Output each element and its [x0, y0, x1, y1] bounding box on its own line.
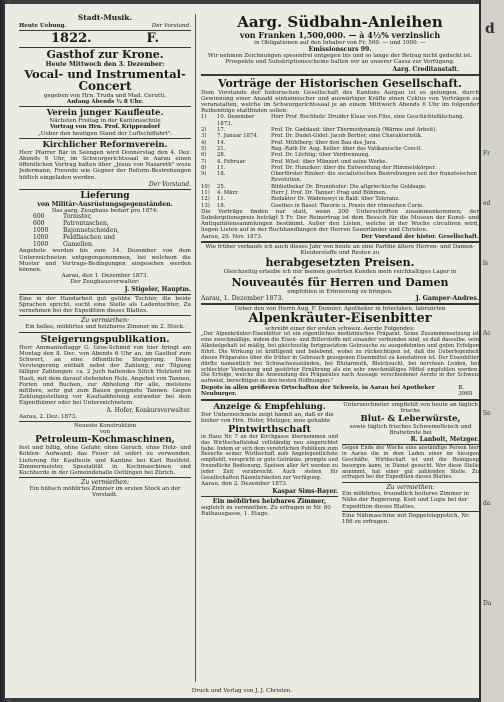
- anzeige-place: Aarau, den 2. Dezember 1873.: [201, 481, 288, 488]
- row-text: Prof. Dr. Lüchtig: über Verdrennung.: [271, 152, 370, 159]
- lieferung-intro: Das aarg. Zeughaus bedarf pro 1874:: [51, 207, 159, 214]
- lieferung-title: Lieferung: [80, 190, 130, 201]
- wurst-naehmaschine: Eine Nähmaschine mit Doppelsteppstich, Nr. 186 zu erfragen.: [342, 512, 470, 526]
- row-date: 4. Februar: [217, 158, 246, 165]
- anzeige-block: [201, 402, 338, 526]
- gamper-intro: Wie früher verkaufe ich auch dieses Jahr von heute an eine Parthie ältere Herren- und Damen-Kleiderstoffe und Resten zu: [205, 243, 475, 257]
- stadtmusik-title: Stadt-Musik.: [77, 14, 133, 22]
- row-num: 9): [201, 171, 207, 178]
- anleihen-emission: Emissionscurs 99.: [308, 46, 372, 54]
- wurst-intro: Unterzeichneter empfiehlt von heute an täglich frische: [343, 401, 478, 414]
- row-text: Prof. Wüst: über Mänzert und seine Werke.: [271, 158, 388, 165]
- row-date: 14.: [217, 139, 226, 146]
- alpen-intro: Ueber den von Herrn Aug. F. Dennler, Apotheker in Interlaken, fabrizirten: [234, 305, 446, 312]
- row-date: 21.: [217, 145, 226, 152]
- vortraege-place: Aarau, 29. Nov. 1873.: [201, 233, 263, 240]
- row-text: Prof. Dr. Hunziker: über die Entwerdung der Himmelskörper.: [271, 164, 436, 171]
- gamper-footer: [201, 295, 479, 302]
- krone-big1: Vocal- und Instrumental-: [24, 66, 186, 81]
- wurst-title: Blut- & Leberwürste,: [360, 414, 461, 425]
- row-num: 3): [201, 133, 207, 140]
- krone-line1: Heute Mittwoch den 3. Dezember:: [45, 60, 165, 68]
- krone-title: Gasthof zur Krone.: [46, 47, 164, 61]
- adjacent-letter: da: [483, 500, 491, 507]
- petroleum-head: Neueste Konstruktion: [73, 422, 137, 429]
- alpen-footer: [201, 385, 479, 397]
- anzeige-body2: in Haus Nr. 7 an der Kirchgasse übernommen und das Wirthschaftslokal vollständig neu eingerichtet habe. Indem er sich dem verehrlichen Publikum zum Besuche seiner Wirthschaft aufs Angelegentlichste empfiehlt, verspricht er gute Getränke, prompte und freundliche Bedienung. Speisen aller Art werden zu jeder Zeit verabreicht. Auch stehen für Gesellschaften Räumlichkeiten zur Verfügung.: [201, 434, 338, 481]
- anleihen-body: Wir nehmen Zeichnungen spesenfrei entgegen bis und so lange der Betrag nicht gedeckt ist. Prospekte und Subskriptionsscheine halten wir an unserer Cassa zur Verfügung.: [207, 53, 473, 66]
- vermiethen1-title: Zu vermiethen:: [80, 317, 130, 325]
- row-text: Reg.-Rath Dr. Aug. Keller: über das Vatikanische Concil.: [271, 145, 423, 152]
- anzeige-title2: Pintwirthschaft: [228, 424, 311, 436]
- adjacent-letter: d: [485, 21, 495, 37]
- anleihen-line: von Franken 1,500,000. — à 4½% verzinslich: [239, 30, 441, 40]
- vortraege-row: [201, 114, 479, 127]
- item-name: Bajonnetscheiden,: [63, 226, 120, 234]
- row-num: 2): [201, 127, 207, 134]
- petroleum-title: Petroleum-Kochmaschinen,: [35, 435, 175, 446]
- row-text: Redaktor Dr. Wädenswyl in Bald: über Toleranz.: [271, 196, 400, 203]
- item-qty: 1000: [33, 240, 49, 248]
- row-date: 7. Januar 1874.: [217, 133, 259, 140]
- row-date: 18.: [217, 202, 226, 209]
- ladentochter-body: Eine in der Handarbeit gut geübte Tochter, die beide Sprachen spricht, sucht eine Stelle als Ladentochter. Zu vernehmen bei der Expedition dieses Blattes.: [19, 295, 191, 315]
- wurst-block: [342, 402, 479, 526]
- petroleum-sub: von: [99, 428, 111, 435]
- gamper-big: herabgesetzten Preisen.: [265, 256, 415, 270]
- row-num: 12): [201, 196, 210, 203]
- anzeige-body: Der Unterzeichnete zeigt hiemit an, daß er die bisher von Hrn. Hofer, Metzger, inne gehabte: [201, 411, 334, 424]
- adjacent-page-edge: [479, 0, 504, 702]
- row-text: Prof. Dr. Dudet-Gidel: Jacob Bertier, eine Charakteristik.: [271, 133, 423, 140]
- row-num: 5): [201, 145, 207, 152]
- adjacent-letter: Da: [483, 600, 492, 607]
- lieferung-place: Aarau, den 1. Dezember 1873.: [61, 273, 149, 280]
- kaufleute-line3: „Ueber den heutigen Stand der Luftschiffahrt".: [37, 130, 173, 137]
- item-qty: 1000: [33, 233, 49, 241]
- row-date: 17.: [217, 127, 226, 134]
- alpen-code: B. 3965: [458, 385, 473, 398]
- gamper-sign: J. Gamper-Andres.: [415, 294, 479, 302]
- lieferung-items: [19, 214, 191, 249]
- kaufleute-line2: Vortrag von Hrn. Prof. Krippendorf: [49, 124, 161, 131]
- alpen-body: „Der Alpenkräuter-Eisenbitter ist ein eigentliches medizinisches Präparat. Seine Zusammensetzung ist eine zweckmäßige, indem die Eisen- und Bitterstoffe mit einander verbunden sind, so daß dasselbe, sein Alkoholgehalt ist mäßig, bei gleichzeitig fortgesetztem Gebrauche zu ausgedehnten und guten Erfolgen führt. Die Wirkung ist kräftigend und belebend, wobei zu rücksichtigen ist, daß die Ueberlegenheit dieses Präparates über die früher in Gebrauch gezogenen Eisenmittel zu konstatiren ist. Der Eisenbitter dürfte namentlich bei Schwachezuständen, bei Blutarmuth, Bleichsucht, bei nervösen Leiden, bei schlechter Verdauung und gestörter Ernährung als ein sehr zweckmäßiges Mittel empfohlen werden. Die Erfolge, welche die Anwendung des Präparates nach Aussage verschiedener Aerzte in der Schweiz aufweist, berechtigen zu den besten Hoffnungen.": [201, 331, 479, 385]
- reformverein-sign: Der Vorstand.: [148, 180, 191, 188]
- vortraege-table: [201, 114, 479, 208]
- printer-footer: Druck und Verlag von J. J. Christen.: [191, 688, 293, 694]
- petroleum-fold-title: Zu vermiethen:: [80, 479, 130, 487]
- lieferung-body: Angebote werden bis zum 14. Dezember von dem Unterzeichneten entgegengenommen, bei welchem die Muster und Vertrags-Bedingungen eingesehen werden können.: [19, 248, 191, 274]
- item-name: Feldflaschen und: [63, 233, 115, 241]
- anleihen-title: Aarg. Südbahn-Anleihen: [237, 14, 443, 31]
- vermiethen1-body: Ein helles, möblirtes und heizbares Zimmer im 2. Stock.: [25, 324, 185, 331]
- petroleum-fold-body: Ein hübsch möblirtes Zimmer im ersten Stock an der Vorstadt.: [29, 486, 181, 499]
- row-date: 18.: [217, 171, 226, 178]
- steigerung-body: Herr Ammannsflaggr G. Gros-Schmid von hier bringt am Montag den 8. Dec. von Abends 6 Uhr an, im Gasthof zum Schwert, an eine öffentliche Steigerung. Diese Versteigerung enthält nebst der Zahlung, zur Tilgung fälliger Zahlungen: ca. 2 Juch haltendes Stück Holzland im Hasli, mit dem darauf stehenden Holz. Angebot von Tannen, Forlen und Buchen, zur Abholung für alle, meistens mittlere, sehr gut zum Bauen geeignete Tannen. Gegen Zahlungsstellung vor Kaufsabholung entweder bei dem Eigenthümer oder bei Unterzeichnetem.: [19, 344, 191, 407]
- adjacent-letter: ed: [483, 200, 491, 207]
- newspaper-page: [5, 4, 479, 698]
- gamper-place: Aarau, 1. Dezember 1873.: [201, 294, 284, 302]
- row-text: Goethes in Basel: Theorie u. Praxis der römischen Curie.: [271, 202, 424, 209]
- row-num: 1): [201, 114, 207, 121]
- row-text: Prof. Dr. Gaddaud: über Thermodynamik (Wärme und Arbeit).: [271, 127, 438, 134]
- item-qty: 600: [33, 219, 45, 227]
- row-text: Herr J. Prof. Dr. Tanner: Prag und Böhmen.: [271, 189, 387, 196]
- row-num: 8): [201, 164, 207, 171]
- wurst-vm-title: Zu vermiethen:: [386, 484, 435, 492]
- reformverein-title: Kirchlicher Reformverein.: [42, 139, 168, 150]
- anleihen-sub: in Obligationen auf den Inhaber von Fr. 500. — und 1000. —: [254, 40, 426, 46]
- wurst-sub: sowie täglich frisches Schweinefleisch und Bratwürste bei: [349, 424, 472, 437]
- lieferung-office: Der Zeughausverwalter:: [70, 279, 140, 286]
- item-qty: 600: [33, 212, 45, 220]
- anzeige-vm-body: sogleich zu vermiethen. Zu erfragen in Nr. 80 Rathausgasse, 1. Etage.: [201, 504, 331, 517]
- row-num: 10): [201, 183, 210, 190]
- row-num: 11): [201, 189, 210, 196]
- gamper-nouveautes: Nouveautés für Herren und Damen: [231, 275, 449, 289]
- wurst-vm-body: Ein möblirtes, freundlich heiteres Zimmer in Nähe der Regierung. Kost und Logis bei der Expedition dieses Blattes.: [342, 491, 470, 510]
- bottom-ads: [201, 402, 479, 526]
- adjacent-letter: Fr: [483, 150, 491, 157]
- alpen-sub: schreibt einer der ersten schweiz. Aerzte Folgendes:: [265, 325, 415, 332]
- lieferung-sign: J. Stigeler, Hauptm.: [124, 285, 191, 293]
- wurst-sign: R. Lanbolt, Metzger.: [410, 436, 479, 444]
- krone-line2: gegeben von Hrn. Truda und Mad. Cerutti.: [43, 92, 167, 99]
- row-date: 11.: [217, 164, 226, 171]
- row-text: Herr Prof. Rochholz: Druider Klaus von Flüe, eine Geschichtsfälschung.: [271, 114, 465, 121]
- vortraege-row: [201, 203, 479, 209]
- anzeige-title: Anzeige & Empfehlung.: [213, 401, 326, 412]
- stadtmusik-subline: [19, 23, 191, 29]
- gamper-mid: Gleichzeitig erlaube ich mir meinen geehrten Kunden mein reichhaltiges Lager in: [223, 269, 457, 276]
- petroleum-body: fest und billig, ohne Gefahr, ohne Geruch, ohne Holz- und Kohlen- Aufwand; das Feuer ist sofort zu verwenden. Lieferung für Kaufleute und Kantine bei Karl Rostfeld, Zimmermeister, Spezialität in Kochmaschinen und Kochherde in der Gemeindehalle Oettingen bei Zürich.: [19, 445, 191, 476]
- steigerung-place: Aarau, 2. Dez. 1873.: [19, 413, 77, 420]
- column-divider: [195, 14, 196, 682]
- vortraege-row: [201, 171, 479, 184]
- kaufleute-line1: Nächsten Freitag in der Kantonsschule: [49, 118, 161, 125]
- row-date: 11.: [217, 196, 226, 203]
- row-num: 13): [201, 202, 210, 209]
- right-column: [201, 14, 479, 694]
- row-num: 6): [201, 152, 207, 159]
- item-qty: 1000: [33, 226, 49, 234]
- vortraege-footer: [201, 234, 479, 240]
- anleihen-sign: Aarg. Creditanstalt.: [392, 65, 459, 73]
- row-date: 28.: [217, 152, 226, 159]
- row-text: Bibliothekar Dr. Brunnhofer: Die altgriechische Goldsage.: [271, 183, 427, 190]
- date-year: 1822.: [51, 30, 92, 46]
- reformverein-body: Herr Pfarrer Bär in Seengen wird Donnerstag den 4. Dez. Abends 6 Uhr, im Schwurgerichtssaal in Aarau einen öffentlichen Vortrag halten über „Jesus von Nazareth" wozu Jedermann, Freunde wie Gegner der Reform-Bestrebungen höflich eingeladen werden.: [19, 149, 191, 181]
- wurst-body: Gegen Ende der Woche eine anständige Person hier in Aarau die in dem Laden einer im hiesigen Geschäfte, Wirthschaft ist und die Reinigung besorgen kann, in Dienst gesucht. Wer diese Stelle annimmt, hat einer gut zahlenden Stelle. Zu erfragen bei der Expedition dieses Blattes.: [342, 445, 479, 481]
- stadtmusik-sub-right: Der Vorstand.: [151, 22, 191, 29]
- steigerung-title: Steigerungspublikation.: [40, 333, 170, 345]
- gamper-tail: empfohlen in Erinnerung zu bringen.: [287, 288, 393, 295]
- row-num: 7): [201, 158, 207, 165]
- row-date: 4. März: [217, 189, 238, 196]
- lieferung-sub: von Militär-Ausrüstungsgegenständen.: [37, 200, 173, 208]
- steigerung-sign: A. Hofer, Konkursverwalter.: [106, 406, 191, 414]
- row-text: Prof. Mühlberg: über den Bau des Jura.: [271, 139, 378, 146]
- alpen-title: Alpenkräuter-Eisenbitter: [248, 310, 432, 326]
- krone-big2: Concert: [78, 78, 132, 93]
- vortraege-intro: Dem Vorstande der historischen Gesellschaft des Kantons Aargau ist es gelungen, durch Gewinnung einer Anzahl einheimischer und auswärtiger Kräfte einen Cyklus von Vorträgen zu veranstalten, welche im Schwurgerichtssaal je an einem Mittwoch Abends 6 Uhr im folgender Reihenfolge stattfinden sollen:: [201, 89, 479, 115]
- lieferung-item: [19, 242, 191, 249]
- adjacent-letter: Se: [483, 410, 491, 417]
- vortraege-title: Vorträge der Historischen Gesellschaft.: [218, 76, 462, 90]
- left-column: [19, 14, 191, 694]
- row-date: 10. Dezember 1873.: [217, 114, 255, 127]
- item-name: Gamellen.: [63, 240, 94, 248]
- item-name: Tornister,: [63, 212, 92, 220]
- kaufleute-title: Verein junger Kaufleute.: [46, 108, 164, 119]
- date-notice: [19, 32, 191, 46]
- item-name: Patrontaschen,: [63, 219, 109, 227]
- anzeige-vm-title: Ein möblirtes heizbares Zimmer,: [212, 497, 327, 505]
- stadtmusik-sub-left: Heute Uebung.: [19, 22, 67, 29]
- adjacent-letter: ls: [483, 260, 488, 267]
- adjacent-letter: Ac: [483, 330, 491, 337]
- alpen-depot: Depots in allen größeren Ortschaften der Schweiz, in Aarau bei Apotheker Neuburger.: [201, 385, 435, 398]
- date-letter: F.: [146, 30, 159, 46]
- row-num: 4): [201, 139, 207, 146]
- vortraege-body: Die Vorträge finden nur statt, wenn 200 Unterschriften zusammenkommen; der Subskriptionspreis beträgt 5 Fr. Der Reinertrag ist dem Besuch für die Museen der Kunst- und Antiquitätensammlungen bestimmt. Außer den Listen, welche in der Woche circuliren wird, liegen Listen auf in der Buchhandlungen der Herren Sauerländer und Christen.: [201, 208, 479, 234]
- row-date: 25.: [217, 183, 226, 190]
- vortraege-sign: Der Vorstand der histor. Gesellschaft.: [361, 233, 479, 240]
- krone-line3: Anfang Abends ½ 8 Uhr.: [66, 98, 144, 105]
- anzeige-sign: Kaspar Sims-Bayer.: [272, 487, 338, 495]
- row-text: Oberförster Riniker: die socialistischen Bestrebungen seit der französischen Revolution.: [271, 171, 477, 184]
